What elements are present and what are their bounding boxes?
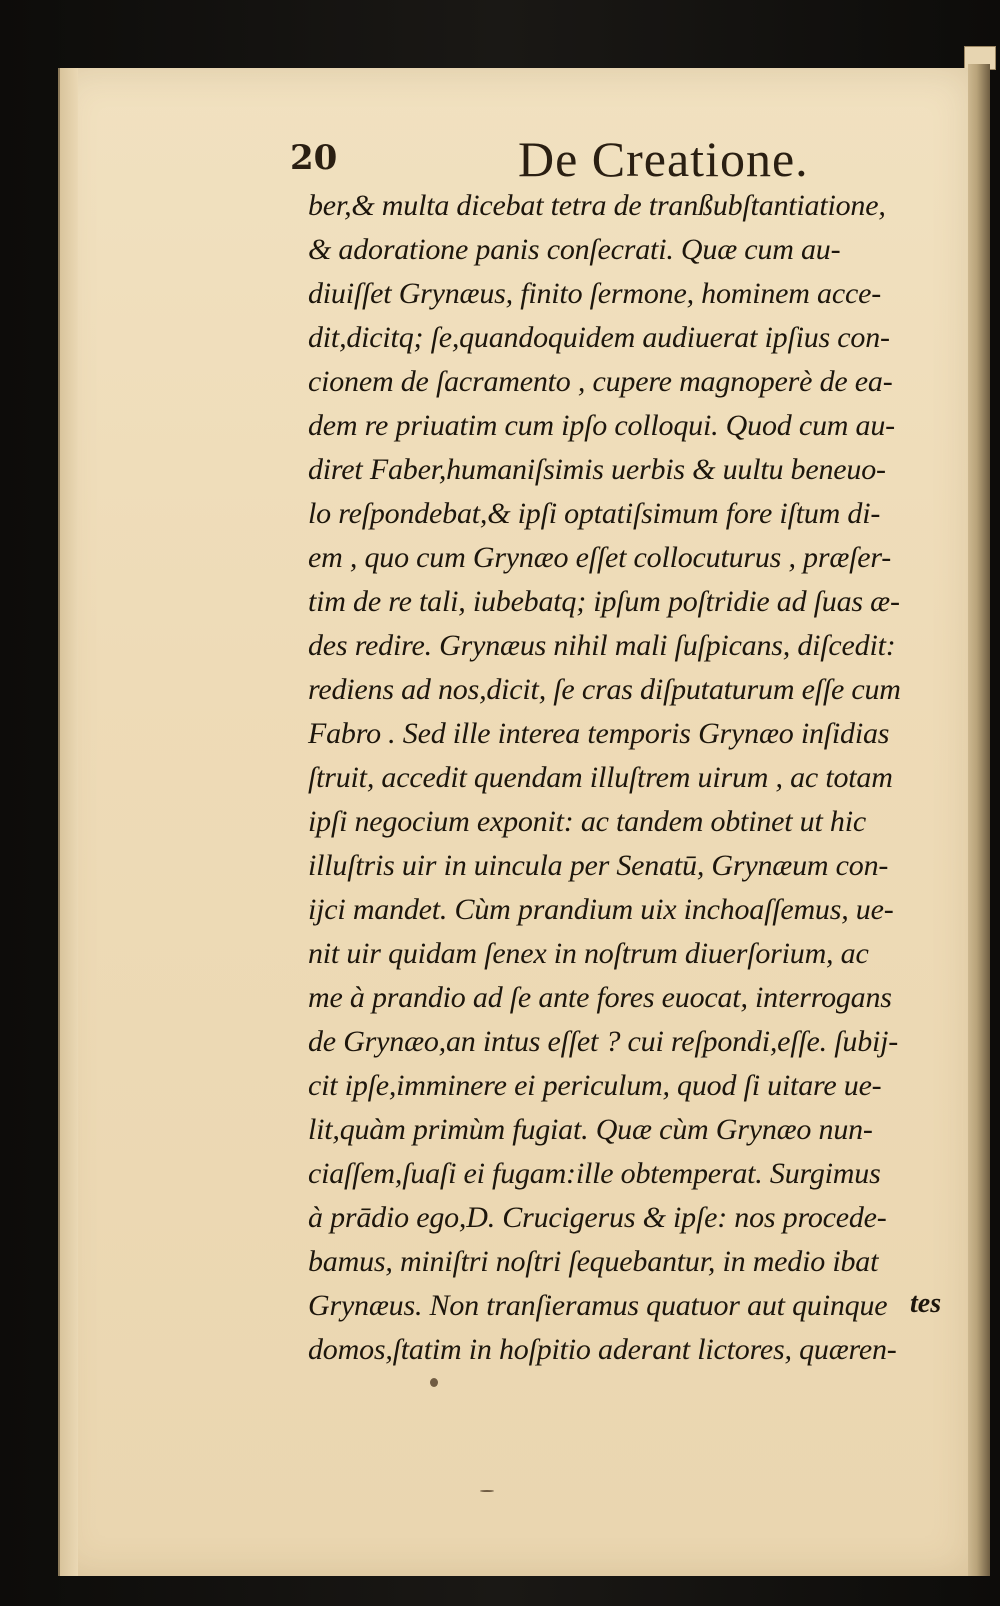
text-line: ciaſſem,ſuaſi ei fugam:ille obtemperat. Surgimus	[308, 1157, 881, 1190]
text-line: ſtruit, accedit quendam illuſtrem uirum , ac totam	[308, 761, 893, 794]
page-number: 20	[290, 138, 338, 178]
text-line: Fabro . Sed ille interea temporis Grynæo inſidias	[308, 717, 890, 750]
text-line: des redire. Grynæus nihil mali ſuſpicans, diſcedit:	[308, 629, 896, 662]
text-line: me à prandio ad ſe ante fores euocat, interrogans	[308, 981, 892, 1014]
page-binding-edge	[58, 68, 78, 1576]
text-line: diuiſſet Grynæus, finito ſermone, hominem acce-	[308, 277, 881, 310]
text-line: ipſi negocium exponit: ac tandem obtinet ut hic	[308, 805, 866, 838]
text-line: domos,ſtatim in hoſpitio aderant lictores, quæren-	[308, 1333, 897, 1366]
text-line: lit,quàm primùm fugiat. Quæ cùm Grynæo nun-	[308, 1113, 873, 1146]
body-text	[308, 184, 948, 1372]
text-line: de Grynæo,an intus eſſet ? cui reſpondi,eſſe. ſubij-	[308, 1025, 899, 1058]
text-line: cionem de ſacramento , cupere magnoperè de ea-	[308, 365, 893, 398]
text-line: bamus, miniſtri noſtri ſequebantur, in medio ibat	[308, 1245, 879, 1278]
text-line: diret Faber,humaniſsimis uerbis & uultu beneuo-	[308, 453, 886, 486]
ink-spot	[430, 1378, 438, 1387]
catchword: tes	[910, 1288, 942, 1319]
text-line: à prādio ego,D. Crucigerus & ipſe: nos procede-	[308, 1201, 887, 1234]
text-line: cit ipſe,imminere ei periculum, quod ſi uitare ue-	[308, 1069, 882, 1102]
text-line: rediens ad nos,dicit, ſe cras diſputaturum eſſe cum	[308, 673, 901, 706]
ink-spot	[480, 1490, 494, 1492]
text-line: dit,dicitq; ſe,quandoquidem audiuerat ipſius con-	[308, 321, 890, 354]
running-head-title: De Creatione.	[518, 131, 809, 187]
text-line: lo reſpondebat,& ipſi optatiſsimum fore iſtum di-	[308, 497, 881, 530]
text-line: tim de re tali, iubebatq; ipſum poſtridie ad ſuas æ-	[308, 585, 900, 618]
page-gutter-shadow	[968, 64, 990, 1576]
text-line: ber,& multa dicebat tetra de tranßubſtantiatione,	[308, 189, 886, 222]
text-line: & adoratione panis conſecrati. Quæ cum au-	[308, 233, 841, 266]
text-line: ijci mandet. Cùm prandium uix inchoaſſemus, ue-	[308, 893, 894, 926]
running-head	[290, 130, 910, 187]
text-line: dem re priuatim cum ipſo colloqui. Quod cum au-	[308, 409, 895, 442]
text-line: Grynæus. Non tranſieramus quatuor aut quinque	[308, 1289, 888, 1322]
text-line: em , quo cum Grynæo eſſet collocuturus , præſer-	[308, 541, 892, 574]
text-line: illuſtris uir in uincula per Senatū, Grynæum con-	[308, 849, 889, 882]
text-line: nit uir quidam ſenex in noſtrum diuerſorium, ac	[308, 937, 869, 970]
